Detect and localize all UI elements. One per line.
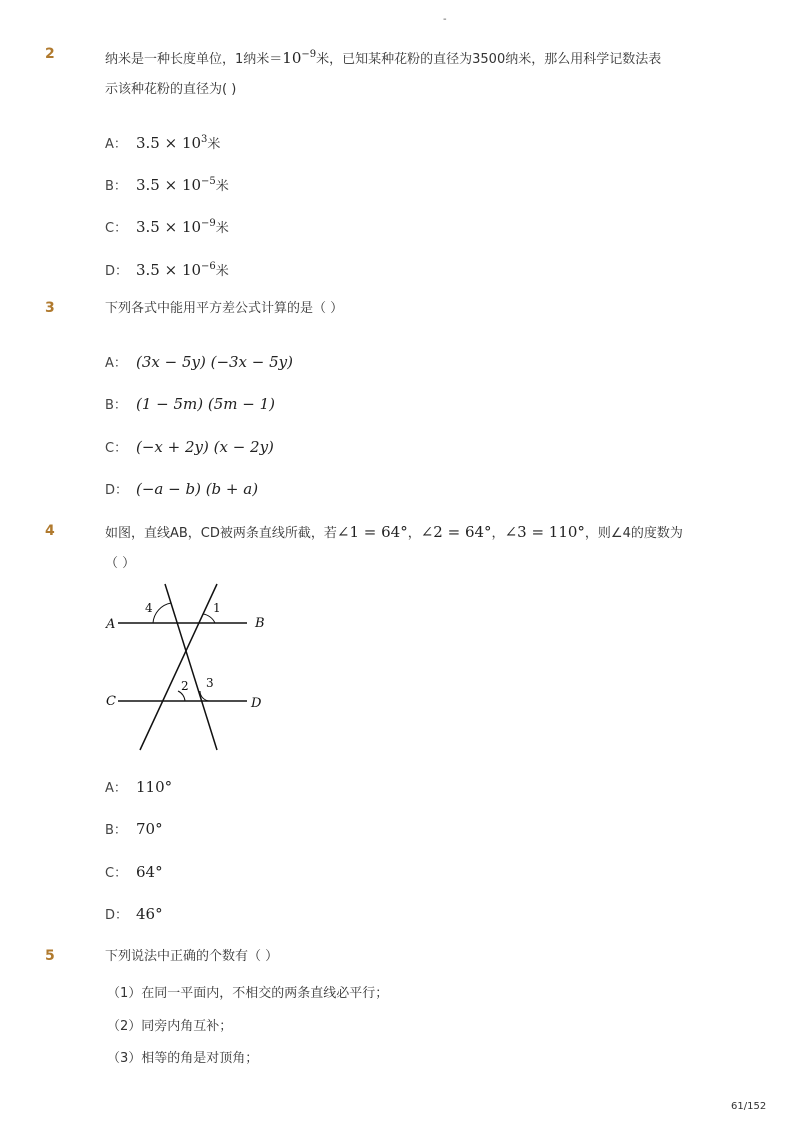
question-number: 2 (45, 46, 55, 62)
option-math: (1 − 5m) (5m − 1) (136, 395, 276, 413)
option-label: D： (105, 483, 129, 498)
statement-item: （1）在同一平面内，不相交的两条直线必平行； (107, 986, 389, 1001)
question-text: 下列说法中正确的个数有（ ） (105, 949, 279, 964)
question-text (105, 40, 745, 105)
option-label: A： (105, 781, 127, 796)
option-math: (−a − b) (b + a) (136, 480, 259, 498)
answer-option[interactable] (105, 255, 229, 279)
question-text-part: 纳米是一种长度单位，1纳米＝ (105, 52, 283, 67)
question-text: 如图，直线AB，CD被两条直线所截，若∠1 = 64°，∠2 = 64°，∠3 = 110°，则∠4的度数为 （ ） (105, 523, 683, 571)
option-label: C： (105, 221, 128, 236)
option-math: 46° (136, 905, 163, 923)
math-expression: ∠3 = 110° (504, 523, 585, 541)
page-number: 61/152 (731, 1101, 767, 1112)
question-text-line: 示该种花粉的直径为( ) (105, 82, 237, 97)
point-label-b: B (255, 616, 265, 631)
question-number: 3 (45, 300, 55, 316)
option-label: C： (105, 441, 128, 456)
point-label-c: C (106, 694, 116, 709)
transversal-1 (165, 584, 217, 750)
angle-label-2: 2 (181, 679, 189, 693)
question-number: 5 (45, 948, 55, 964)
option-math: 70° (136, 820, 163, 838)
angle-4-arc (153, 603, 171, 623)
option-label: B： (105, 823, 127, 838)
option-math: (−x + 2y) (x − 2y) (136, 438, 274, 456)
answer-option[interactable] (105, 902, 163, 926)
math-expression: $10^{-9}$ (282, 49, 317, 67)
answer-option[interactable] (105, 477, 258, 501)
option-math: 64° (136, 863, 163, 881)
statement-item: （3）相等的角是对顶角； (107, 1051, 259, 1066)
option-label: D： (105, 908, 129, 923)
question-number: 4 (45, 523, 55, 539)
angle-label-1: 1 (213, 601, 221, 615)
angle-label-4: 4 (145, 601, 153, 615)
question-text: 下列各式中能用平方差公式计算的是（ ） (105, 301, 344, 316)
option-math: $3.5 \times 10^{-6}$ (136, 261, 216, 279)
option-label: A： (105, 137, 127, 152)
geometry-figure (100, 578, 275, 758)
answer-option[interactable] (105, 170, 229, 194)
answer-option[interactable] (105, 817, 163, 841)
option-math: $3.5 \times 10^{-9}$ (136, 218, 216, 236)
option-unit: 米 (215, 179, 229, 194)
question-text-part: ，则∠4的度数为 (584, 526, 683, 541)
statement-item: （2）同旁内角互补； (107, 1019, 233, 1034)
question-text-part: 米，已知某种花粉的直径为3500纳米，那么用科学记数法表 (316, 52, 662, 67)
answer-option[interactable] (105, 212, 229, 236)
option-math: $3.5 \times 10^{-5}$ (136, 176, 216, 194)
question-text-line: （ ） (105, 556, 136, 571)
answer-option[interactable] (105, 392, 275, 416)
option-label: B： (105, 398, 127, 413)
answer-option[interactable] (105, 435, 274, 459)
option-math: (3x − 5y) (−3x − 5y) (136, 353, 293, 371)
option-label: A： (105, 356, 127, 371)
angle-1-arc (203, 614, 215, 623)
answer-option[interactable] (105, 350, 293, 374)
option-label: B： (105, 179, 127, 194)
answer-option[interactable] (105, 775, 172, 799)
math-expression: ∠2 = 64° (420, 523, 492, 541)
option-math: $3.5 \times 10^3$ (136, 134, 208, 152)
option-unit: 米 (207, 137, 221, 152)
answer-option[interactable] (105, 128, 220, 152)
option-label: D： (105, 264, 129, 279)
point-label-d: D (251, 696, 262, 711)
option-unit: 米 (215, 264, 229, 279)
page-top-mark: - (443, 14, 447, 25)
option-label: C： (105, 866, 128, 881)
question-text-part: 如图，直线AB，CD被两条直线所截，若 (105, 526, 337, 541)
option-unit: 米 (215, 221, 229, 236)
math-expression: ∠1 = 64° (336, 523, 408, 541)
option-math: 110° (136, 778, 173, 796)
point-label-a: A (106, 617, 116, 632)
answer-option[interactable] (105, 860, 163, 884)
angle-label-3: 3 (206, 676, 214, 690)
